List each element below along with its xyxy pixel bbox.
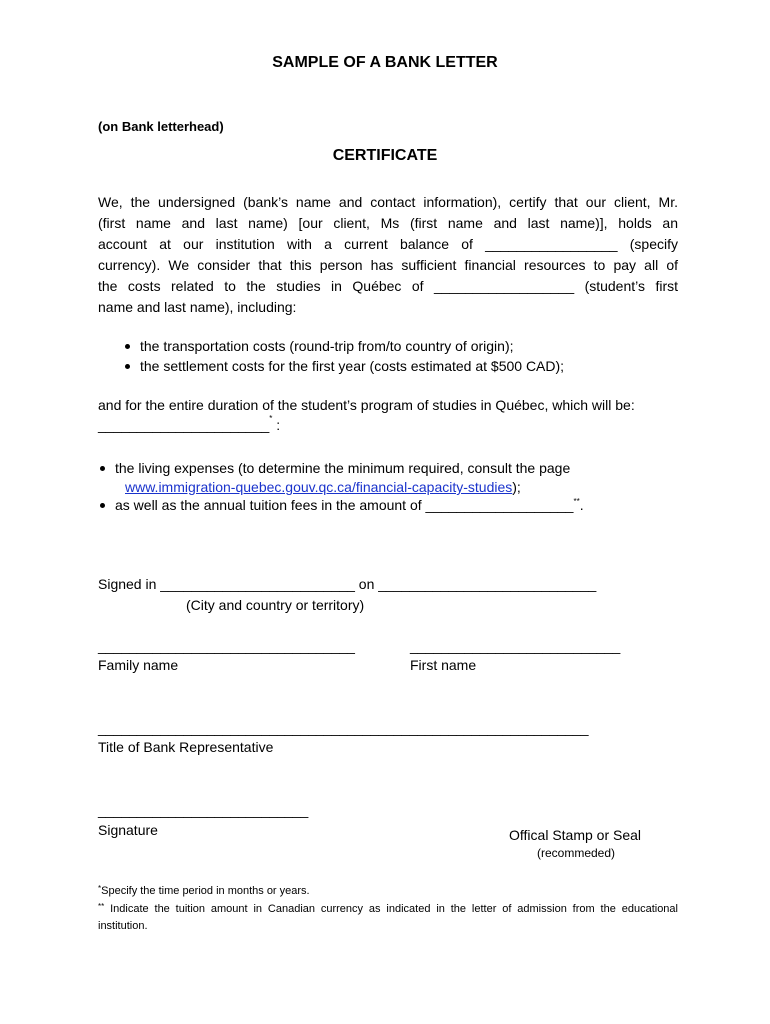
duration-blank-line (98, 414, 281, 433)
signature-label: Signature (98, 822, 158, 838)
intro-paragraph (98, 192, 678, 318)
footnote-text: Indicate the tuition amount in Canadian currency as indicated in the letter of admission from the educational (110, 903, 678, 915)
bullet-text: the transportation costs (round-trip from/to country of origin); (140, 338, 514, 354)
footnote-mark: * (98, 884, 102, 893)
intro-line: currency). We consider that this person has sufficient financial resources to pay all of (98, 257, 678, 273)
list-item (100, 495, 584, 515)
duration-blank: ______________________ (98, 417, 270, 433)
footnote-2 (98, 901, 678, 935)
document-title: SAMPLE OF A BANK LETTER (272, 54, 498, 71)
footnote-1 (98, 883, 310, 900)
list-item (125, 336, 514, 356)
footnote-text-continued: institution. (98, 920, 148, 932)
intro-line: name and last name), including: (98, 299, 297, 315)
bullet-icon (100, 503, 105, 508)
bullet-text: the living expenses (to determine the minimum required, consult the page (115, 460, 571, 476)
signed-in-line: Signed in _________________________ on ____________________________ (98, 576, 597, 592)
list-item (125, 356, 564, 376)
duration-end: : (272, 417, 281, 433)
footnote-mark: ** (573, 497, 580, 506)
list-item-continuation (125, 477, 521, 497)
signature-line: ___________________________ (98, 802, 309, 818)
intro-line: (first name and last name) [our client, Ms (first name and last name)], holds an (98, 215, 678, 231)
first-name-label: First name (410, 657, 477, 673)
letterhead-note: (on Bank letterhead) (98, 119, 224, 134)
capacity-link[interactable]: www.immigration-quebec.gouv.qc.ca/financial-capacity-studies (125, 479, 513, 495)
intro-line: We, the undersigned (bank’s name and contact information), certify that our client, Mr. (98, 194, 678, 210)
intro-line: account at our institution with a current balance of _________________ (specify (98, 236, 678, 252)
stamp-note: (recommeded) (537, 846, 616, 860)
duration-line: and for the entire duration of the student’s program of studies in Québec, which will be: (98, 397, 635, 413)
bullet-text: the settlement costs for the first year (costs estimated at $500 CAD); (140, 358, 565, 374)
family-name-line: _________________________________ (98, 638, 355, 654)
first-name-line: ___________________________ (410, 638, 621, 654)
certificate-heading: CERTIFICATE (332, 147, 438, 164)
bullet-icon (100, 466, 105, 471)
representative-label: Title of Bank Representative (98, 739, 274, 755)
bullet-end: . (579, 497, 584, 513)
bullet-end: ); (512, 479, 521, 495)
intro-line: the costs related to the studies in Québec of __________________ (student’s first (98, 278, 678, 294)
bullet-text: as well as the annual tuition fees in the amount of ___________________ (115, 497, 574, 513)
footnote-mark: * (269, 414, 273, 423)
footnote-mark: ** (98, 902, 105, 911)
bullet-icon (125, 344, 130, 349)
stamp-label: Offical Stamp or Seal (509, 827, 642, 843)
list-item (100, 458, 678, 478)
representative-line: _______________________________________________________________ (98, 720, 589, 736)
footnote-text: Specify the time period in months or years. (101, 885, 310, 897)
bullet-icon (125, 364, 130, 369)
family-name-label: Family name (98, 657, 179, 673)
city-caption: (City and country or territory) (186, 597, 365, 613)
